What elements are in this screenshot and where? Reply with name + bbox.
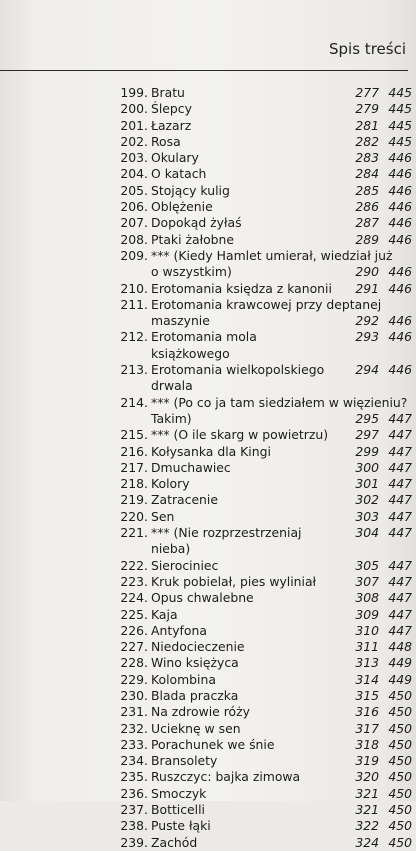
entry-note-page: 449 — [388, 655, 412, 671]
entry-note-page: 446 — [388, 280, 412, 296]
entry-title: Puste łąki — [151, 818, 211, 834]
entry-note-page: 446 — [388, 264, 412, 280]
toc-entry — [114, 297, 412, 313]
entry-page: 303 — [355, 508, 379, 524]
entry-page: 308 — [355, 590, 379, 606]
entry-note-page: 450 — [388, 834, 412, 850]
entry-number: 229. — [120, 671, 148, 687]
entry-page: 285 — [355, 182, 379, 198]
entry-note-page: 447 — [388, 459, 412, 475]
entry-number: 207. — [120, 215, 148, 231]
entry-page: 299 — [355, 443, 379, 459]
toc-entry — [114, 639, 412, 655]
entry-number: 222. — [120, 557, 148, 573]
entry-title-continuation: o wszystkim) — [151, 264, 232, 280]
entry-title: Bransolety — [151, 753, 218, 769]
entry-note-page: 447 — [388, 492, 412, 508]
entry-page: 315 — [355, 687, 379, 703]
entry-title: Erotomania krawcowej przy deptanej — [151, 296, 382, 312]
header-rule — [0, 70, 408, 71]
entry-number: 224. — [120, 590, 148, 606]
toc-entry — [114, 118, 412, 134]
toc-entry — [114, 248, 412, 264]
toc-entry — [114, 199, 412, 215]
entry-page: 321 — [355, 802, 379, 818]
toc-entry — [114, 395, 412, 411]
entry-note-page: 450 — [388, 753, 412, 769]
entry-note-page: 450 — [388, 687, 412, 703]
entry-note-page: 446 — [388, 215, 412, 231]
toc-entry — [114, 818, 412, 834]
entry-number: 199. — [120, 85, 148, 100]
entry-title: Ślepcy — [151, 101, 192, 117]
entry-note-page: 446 — [388, 313, 412, 329]
entry-number: 227. — [120, 639, 148, 655]
entry-number: 217. — [120, 459, 148, 475]
toc-entry — [114, 427, 412, 443]
toc-entry — [114, 655, 412, 671]
entry-title: O katach — [151, 166, 207, 182]
entry-title: Opus chwalebne — [151, 590, 254, 606]
toc-entry — [114, 607, 412, 623]
entry-title: Niedocieczenie — [151, 639, 245, 655]
entry-page: 311 — [355, 639, 379, 655]
toc-entry — [114, 444, 412, 460]
entry-number: 214. — [120, 394, 148, 410]
entry-title: Rosa — [151, 133, 181, 149]
entry-note-page: 447 — [388, 557, 412, 573]
entry-page: 304 — [355, 525, 379, 541]
toc-entry — [114, 509, 412, 525]
entry-title: Kołysanka dla Kingi — [151, 443, 271, 459]
table-of-contents — [114, 85, 412, 851]
entry-note-page: 447 — [388, 508, 412, 524]
toc-entry — [114, 753, 412, 769]
entry-number: 202. — [120, 133, 148, 149]
entry-number: 230. — [120, 687, 148, 703]
toc-entry — [114, 101, 412, 117]
entry-number: 200. — [120, 101, 148, 117]
entry-note-page: 447 — [388, 573, 412, 589]
toc-entry — [114, 786, 412, 802]
toc-entry — [114, 362, 412, 395]
entry-note-page: 446 — [388, 166, 412, 182]
entry-number: 232. — [120, 720, 148, 736]
entry-number: 205. — [120, 182, 148, 198]
entry-title: Ruszczyc: bajka zimowa — [151, 769, 301, 785]
entry-title: Kaja — [151, 606, 178, 622]
toc-entry-continuation — [114, 411, 412, 427]
toc-entry — [114, 215, 412, 231]
entry-page: 284 — [355, 166, 379, 182]
entry-page: 316 — [355, 704, 379, 720]
entry-number: 221. — [120, 525, 148, 541]
entry-number: 204. — [120, 166, 148, 182]
entry-number: 228. — [120, 655, 148, 671]
entry-note-page: 449 — [388, 671, 412, 687]
entry-title: Łazarz — [151, 117, 192, 133]
entry-number: 236. — [120, 785, 148, 801]
entry-note-page: 450 — [388, 736, 412, 752]
toc-entry — [114, 232, 412, 248]
toc-entry — [114, 150, 412, 166]
entry-note-page: 447 — [388, 606, 412, 622]
entry-page: 286 — [355, 199, 379, 215]
entry-note-page: 447 — [388, 590, 412, 606]
entry-page: 317 — [355, 720, 379, 736]
toc-entry — [114, 704, 412, 720]
entry-page: 324 — [355, 834, 379, 850]
entry-number: 220. — [120, 508, 148, 524]
entry-number: 226. — [120, 622, 148, 638]
entry-title: Wino księżyca — [151, 655, 239, 671]
entry-title: Kolory — [151, 476, 190, 492]
entry-number: 215. — [120, 427, 148, 443]
entry-page: 302 — [355, 492, 379, 508]
toc-entry — [114, 329, 412, 362]
entry-title-continuation: maszynie — [151, 313, 210, 329]
entry-page: 290 — [355, 264, 379, 280]
entry-note-page: 447 — [388, 410, 412, 426]
entry-page: 281 — [355, 117, 379, 133]
entry-number: 213. — [120, 362, 148, 378]
toc-entry — [114, 183, 412, 199]
entry-title: Porachunek we śnie — [151, 736, 275, 752]
entry-title: Erotomania wielkopolskiego drwala — [151, 362, 325, 394]
entry-page: 293 — [355, 329, 379, 345]
entry-page: 301 — [355, 476, 379, 492]
toc-entry — [114, 623, 412, 639]
entry-title: Erotomania mola książkowego — [151, 329, 257, 361]
entry-title: Ptaki żałobne — [151, 231, 235, 247]
entry-number: 201. — [120, 117, 148, 133]
entry-number: 218. — [120, 476, 148, 492]
entry-number: 203. — [120, 150, 148, 166]
entry-note-page: 446 — [388, 182, 412, 198]
entry-title: Na zdrowie róży — [151, 704, 250, 720]
entry-title: Dopokąd żyłaś — [151, 215, 242, 231]
entry-note-page: 450 — [388, 769, 412, 785]
entry-number: 208. — [120, 231, 148, 247]
entry-number: 212. — [120, 329, 148, 345]
entry-page: 289 — [355, 231, 379, 247]
toc-entry — [114, 721, 412, 737]
entry-note-page: 447 — [388, 476, 412, 492]
entry-page: 287 — [355, 215, 379, 231]
entry-title: *** (Po co ja tam siedziałem w więzieniu? — [151, 394, 408, 410]
entry-note-page: 446 — [388, 329, 412, 345]
entry-title: Blada praczka — [151, 687, 239, 703]
entry-note-page: 447 — [388, 427, 412, 443]
entry-title: Erotomania księdza z kanonii — [151, 280, 332, 296]
entry-title: Kruk pobielał, pies wyliniał — [151, 573, 317, 589]
entry-note-page: 450 — [388, 704, 412, 720]
entry-note-page: 450 — [388, 802, 412, 818]
entry-title: Dmuchawiec — [151, 459, 231, 475]
entry-title: Zatracenie — [151, 492, 218, 508]
entry-number: 225. — [120, 606, 148, 622]
toc-entry-continuation — [114, 313, 412, 329]
entry-note-page: 445 — [388, 117, 412, 133]
entry-number: 206. — [120, 199, 148, 215]
entry-number: 237. — [120, 802, 148, 818]
entry-note-page: 445 — [388, 133, 412, 149]
entry-title-continuation: Takim) — [151, 410, 192, 426]
entry-number: 219. — [120, 492, 148, 508]
toc-entry — [114, 737, 412, 753]
entry-number: 231. — [120, 704, 148, 720]
entry-page: 314 — [355, 671, 379, 687]
entry-page: 294 — [355, 362, 379, 378]
entry-title: Sierociniec — [151, 557, 219, 573]
entry-page: 295 — [355, 410, 379, 426]
entry-title: Ucieknę w sen — [151, 720, 241, 736]
entry-note-page: 450 — [388, 785, 412, 801]
toc-entry — [114, 574, 412, 590]
entry-note-page: 446 — [388, 362, 412, 378]
toc-entry — [114, 166, 412, 182]
toc-entry — [114, 476, 412, 492]
entry-page: 313 — [355, 655, 379, 671]
toc-entry — [114, 558, 412, 574]
entry-page: 309 — [355, 606, 379, 622]
entry-number: 233. — [120, 736, 148, 752]
entry-page: 277 — [355, 85, 379, 100]
entry-number: 234. — [120, 753, 148, 769]
entry-number: 210. — [120, 280, 148, 296]
entry-note-page: 447 — [388, 443, 412, 459]
entry-number: 209. — [120, 247, 148, 263]
entry-page: 322 — [355, 818, 379, 834]
toc-entry — [114, 769, 412, 785]
running-header: Spis treści — [329, 40, 406, 58]
entry-title: Botticelli — [151, 802, 206, 818]
entry-note-page: 446 — [388, 199, 412, 215]
entry-title: Oblężenie — [151, 199, 213, 215]
toc-entry — [114, 492, 412, 508]
entry-note-page: 450 — [388, 720, 412, 736]
toc-entry — [114, 460, 412, 476]
toc-entry — [114, 672, 412, 688]
entry-title: Kolombina — [151, 671, 216, 687]
entry-title: Sen — [151, 508, 175, 524]
toc-entry — [114, 281, 412, 297]
entry-title: *** (Kiedy Hamlet umierał, wiedział już — [151, 247, 393, 263]
entry-title: Okulary — [151, 150, 199, 166]
entry-page: 297 — [355, 427, 379, 443]
entry-number: 238. — [120, 818, 148, 834]
entry-title: Bratu — [151, 85, 185, 100]
entry-page: 291 — [355, 280, 379, 296]
entry-page: 279 — [355, 101, 379, 117]
entry-note-page: 450 — [388, 818, 412, 834]
entry-note-page: 445 — [388, 101, 412, 117]
entry-note-page: 445 — [388, 85, 412, 100]
entry-page: 307 — [355, 573, 379, 589]
entry-page: 318 — [355, 736, 379, 752]
entry-note-page: 446 — [388, 150, 412, 166]
entry-title: Stojący kulig — [151, 182, 230, 198]
entry-page: 292 — [355, 313, 379, 329]
entry-title: Zachód — [151, 834, 198, 850]
toc-entry — [114, 835, 412, 851]
toc-entry — [114, 134, 412, 150]
entry-page: 305 — [355, 557, 379, 573]
entry-title: Antyfona — [151, 622, 207, 638]
entry-page: 319 — [355, 753, 379, 769]
entry-number: 223. — [120, 573, 148, 589]
toc-entry — [114, 590, 412, 606]
entry-note-page: 447 — [388, 622, 412, 638]
entry-note-page: 446 — [388, 231, 412, 247]
entry-number: 239. — [120, 834, 148, 850]
entry-number: 211. — [120, 296, 148, 312]
entry-title: Smoczyk — [151, 785, 207, 801]
toc-entry — [114, 802, 412, 818]
entry-title: *** (O ile skarg w powietrzu) — [151, 427, 329, 443]
toc-entry-continuation — [114, 264, 412, 280]
entry-page: 282 — [355, 133, 379, 149]
entry-page: 320 — [355, 769, 379, 785]
entry-title: *** (Nie rozprzestrzeniaj nieba) — [151, 525, 302, 557]
toc-entry — [114, 85, 412, 101]
entry-page: 321 — [355, 785, 379, 801]
entry-number: 235. — [120, 769, 148, 785]
toc-entry — [114, 525, 412, 558]
entry-page: 283 — [355, 150, 379, 166]
entry-number: 216. — [120, 443, 148, 459]
entry-page: 310 — [355, 622, 379, 638]
entry-note-page: 447 — [388, 525, 412, 541]
entry-note-page: 448 — [388, 639, 412, 655]
toc-entry — [114, 688, 412, 704]
entry-page: 300 — [355, 459, 379, 475]
